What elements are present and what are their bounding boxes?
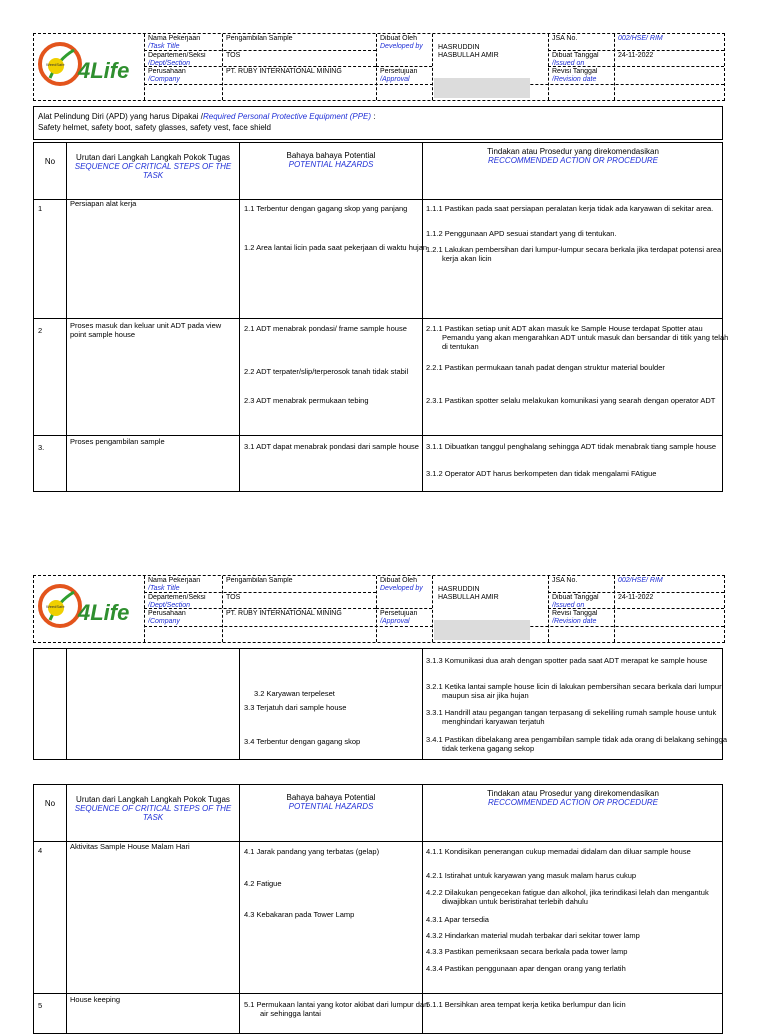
logo-badge: WeedSafe — [46, 604, 65, 609]
issued-value: 24-11-2022 — [618, 594, 654, 601]
row-step: Persiapan alat kerja — [70, 199, 137, 208]
action-item: 4.3.3 Pastikan pemeriksaan secara berkala pada tower lamp — [426, 947, 628, 956]
revision-label: Revisi Tanggal /Revision date — [552, 68, 598, 83]
task-title-value: Pengambilan Sample — [226, 35, 293, 42]
row-no: 4 — [38, 846, 43, 855]
jsa-table — [33, 142, 729, 492]
approval-signature — [434, 78, 530, 98]
task-title-value: Pengambilan Sample — [226, 577, 293, 584]
company-logo — [34, 34, 144, 100]
issued-label: Dibuat Tanggal /Issued on — [552, 52, 599, 67]
row-no: 1 — [38, 204, 43, 213]
jsa-table-2 — [33, 784, 723, 1034]
action-item: 4.2.2 Dilakukan pengecekan fatigue dan alkohol, jika terindikasi lelah dan mengantuk diwajibkan untuk beristirahat terlebih dahulu — [426, 888, 709, 906]
developed-label: Dibuat Oleh Developed by — [380, 577, 423, 592]
hazard-item: 2.1 ADT menabrak pondasi/ frame sample house — [244, 324, 407, 333]
company-logo — [34, 576, 144, 642]
action-item: 4.1.1 Kondisikan penerangan cukup memadai didalam dan diluar sample house — [426, 847, 691, 856]
hazard-item: 3.1 ADT dapat menabrak pondasi dari sample house — [244, 442, 419, 451]
hazard-item: 1.1 Terbentur dengan gagang skop yang panjang — [244, 204, 408, 213]
action-item: 2.3.1 Pastikan spotter selalu melakukan komunikasi yang searah dengan operator ADT — [426, 396, 716, 405]
task-title-label: Nama Pekerjaan /Task Title — [148, 577, 201, 592]
logo-badge: WeedSafe — [46, 62, 65, 67]
action-item: 3.3.1 Handrill atau pegangan tangan terpasang di sekeliling rumah sample house untuk menghindari karyawan terjatuh — [426, 708, 717, 726]
action-item: 3.1.2 Operator ADT harus berkompeten dan tidak mengalami FAtigue — [426, 469, 657, 478]
logo-text: 4Life — [78, 600, 130, 625]
action-item: 4.2.1 Istirahat untuk karyawan yang masuk malam harus cukup — [426, 871, 637, 880]
col-no: No — [44, 157, 56, 166]
col-actions: Tindakan atau Prosedur yang direkomendasikan RECCOMMENDED ACTION OR PROCEDURE — [487, 147, 659, 165]
hazard-item: 3.3 Terjatuh dari sample house — [244, 703, 347, 712]
action-item: 3.4.1 Pastikan dibelakang area pengambilan sample tidak ada orang di belakang sehingga tidak terkena gagang sekop — [426, 735, 728, 753]
row-step: Proses pengambilan sample — [70, 437, 165, 446]
developed-names: HASRUDDIN HASBULLAH AMIR — [438, 44, 499, 59]
ppe-text: Alat Pelindung Diri (APD) yang harus Dipakai /Required Personal Protective Equipment (PPE) : Safety helmet, safety boot, safety glasses, safety vest, face shield — [38, 112, 376, 132]
ppe-value: Safety helmet, safety boot, safety glasses, safety vest, face shield — [38, 123, 272, 132]
ppe-box — [33, 106, 723, 140]
dept-value: TOS — [226, 594, 241, 601]
hazard-item: 3.4 Terbentur dengan gagang skop — [244, 737, 361, 746]
action-item: 1.1.1 Pastikan pada saat persiapan peralatan kerja tidak ada karyawan di sekitar area. — [426, 204, 714, 213]
action-item: 3.1.3 Komunikasi dua arah dengan spotter pada saat ADT merapat ke sample house — [426, 656, 708, 665]
action-item: 3.1.1 Dibuatkan tanggul penghalang sehingga ADT tidak menabrak tiang sample house — [426, 442, 717, 451]
hazard-item: 2.2 ADT terpater/slip/terperosok tanah tidak stabil — [244, 367, 409, 376]
action-item: 2.2.1 Pastikan permukaan tanah padat dengan struktur material boulder — [426, 363, 665, 372]
col-actions: Tindakan atau Prosedur yang direkomendasikan RECCOMMENDED ACTION OR PROCEDURE — [487, 789, 659, 807]
action-item: 3.2.1 Ketika lantai sample house licin di lakukan pembersihan secara berkala dari lumpur maupun sisa air jika hujan — [426, 682, 722, 700]
row-step: Aktivitas Sample House Malam Hari — [70, 842, 190, 851]
action-item: 1.2.1 Lakukan pembersihan dari lumpur-lumpur secara berkala jika terdapat potensi area kerja akan licin — [426, 245, 722, 263]
issued-label: Dibuat Tanggal /Issued on — [552, 594, 599, 609]
logo-text: 4Life — [78, 58, 130, 83]
company-value: PT. RUBY INTERNATIONAL MINING — [226, 68, 342, 75]
approval-signature — [434, 620, 530, 640]
developed-label: Dibuat Oleh Developed by — [380, 35, 423, 50]
document-header-page2 — [33, 575, 725, 643]
jsa-label: JSA No. — [552, 35, 578, 42]
company-value: PT. RUBY INTERNATIONAL MINING — [226, 610, 342, 617]
row-no: 5 — [38, 1001, 43, 1010]
jsa-table-continuation — [33, 648, 728, 760]
company-label: Perusahaan /Company — [148, 610, 186, 625]
col-no: No — [44, 799, 56, 808]
dept-label: Departemen/Seksi /Dept/Section — [148, 52, 206, 67]
action-item: 4.3.2 Hindarkan material mudah terbakar dari sekitar tower lamp — [426, 931, 640, 940]
hazard-item: 1.2 Area lantai licin pada saat pekerjaan di waktu hujan — [244, 243, 428, 252]
action-item: 5.1.1 Bersihkan area tempat kerja ketika berlumpur dan licin — [426, 1000, 626, 1009]
hazard-item: 2.3 ADT menabrak permukaan tebing — [244, 396, 369, 405]
dept-value: TOS — [226, 52, 241, 59]
col-hazards: Bahaya bahaya Potential POTENTIAL HAZARDS — [286, 793, 376, 811]
col-steps: Urutan dari Langkah Langkah Pokok Tugas SEQUENCE OF CRITICAL STEPS OF THE TASK — [74, 795, 232, 822]
issued-value: 24-11-2022 — [618, 52, 654, 59]
row-no: 3. — [38, 443, 45, 452]
action-item: 4.3.1 Apar tersedia — [426, 915, 489, 924]
approval-label: Persetujuan /Approval — [380, 610, 418, 625]
jsa-value: 002/HSE/ RIM — [618, 35, 663, 42]
action-item: 2.1.1 Pastikan setiap unit ADT akan masuk ke Sample House terdapat Spotter atau Pemandu yang akan mengarahkan ADT untuk masuk dan bersandar di titik yang telah di tentukan — [426, 324, 729, 351]
revision-label: Revisi Tanggal /Revision date — [552, 610, 598, 625]
row-step: House keeping — [70, 995, 121, 1004]
col-hazards: Bahaya bahaya Potential POTENTIAL HAZARDS — [286, 151, 376, 169]
approval-label: Persetujuan /Approval — [380, 68, 418, 83]
col-steps: Urutan dari Langkah Langkah Pokok Tugas SEQUENCE OF CRITICAL STEPS OF THE TASK — [74, 153, 232, 180]
row-no: 2 — [38, 326, 43, 335]
hazard-item: 5.1 Permukaan lantai yang kotor akibat dari lumpur dan air sehingga lantai — [244, 1000, 429, 1018]
company-label: Perusahaan /Company — [148, 68, 186, 83]
dept-label: Departemen/Seksi /Dept/Section — [148, 594, 206, 609]
hazard-item: 3.2 Karyawan terpeleset — [254, 689, 335, 698]
action-item: 4.3.4 Pastikan penggunaan apar dengan orang yang terlatih — [426, 964, 626, 973]
jsa-value: 002/HSE/ RIM — [618, 577, 663, 584]
hazard-item: 4.1 Jarak pandang yang terbatas (gelap) — [244, 847, 380, 856]
jsa-label: JSA No. — [552, 577, 578, 584]
action-item: 1.1.2 Penggunaan APD sesuai standart yang di tentukan. — [426, 229, 617, 238]
document-header — [33, 33, 725, 101]
hazard-item: 4.3 Kebakaran pada Tower Lamp — [244, 910, 355, 919]
row-step: Proses masuk dan keluar unit ADT pada view point sample house — [70, 321, 222, 339]
hazard-item: 4.2 Fatigue — [244, 879, 282, 888]
task-title-label: Nama Pekerjaan /Task Title — [148, 35, 201, 50]
developed-names: HASRUDDIN HASBULLAH AMIR — [438, 586, 499, 601]
